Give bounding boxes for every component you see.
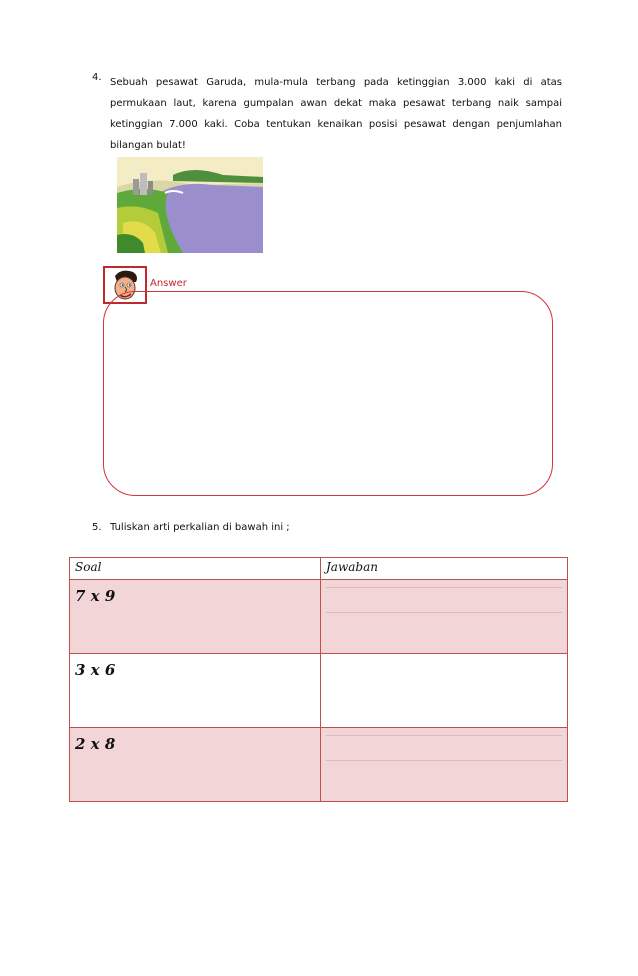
answer-line xyxy=(326,612,562,613)
jawaban-cell[interactable] xyxy=(321,654,568,728)
answer-line xyxy=(326,760,562,761)
soal-expression: 3 x 6 xyxy=(75,661,116,679)
table-header-row xyxy=(70,558,568,580)
header-jawaban: Jawaban xyxy=(321,558,568,580)
soal-cell xyxy=(70,728,321,802)
header-soal: Soal xyxy=(70,558,321,580)
multiplication-table xyxy=(69,557,568,802)
jawaban-cell[interactable] xyxy=(321,580,568,654)
landscape-illustration xyxy=(113,153,263,253)
table-row xyxy=(70,580,568,654)
jawaban-cell[interactable] xyxy=(321,728,568,802)
question-5-number: 5. xyxy=(92,522,102,533)
answer-line xyxy=(326,735,562,736)
soal-expression: 2 x 8 xyxy=(75,735,116,753)
soal-expression: 7 x 9 xyxy=(75,587,116,605)
question-4-number: 4. xyxy=(92,72,102,83)
soal-cell xyxy=(70,654,321,728)
answer-label: Answer xyxy=(150,278,187,289)
question-5-text: Tuliskan arti perkalian di bawah ini ; xyxy=(110,522,290,533)
table-row xyxy=(70,654,568,728)
question-4-text: Sebuah pesawat Garuda, mula-mula terbang pada ketinggian 3.000 kaki di atas permukaan laut, karena gumpalan awan dekat maka pesawat terbang naik sampai ketinggian 7.000 kaki. Coba tentukan kenaikan posisi pesawat dengan penjumlahan bilangan bulat! xyxy=(110,77,562,151)
answer-line xyxy=(326,587,562,588)
answer-box[interactable] xyxy=(103,291,553,496)
soal-cell xyxy=(70,580,321,654)
table-row xyxy=(70,728,568,802)
